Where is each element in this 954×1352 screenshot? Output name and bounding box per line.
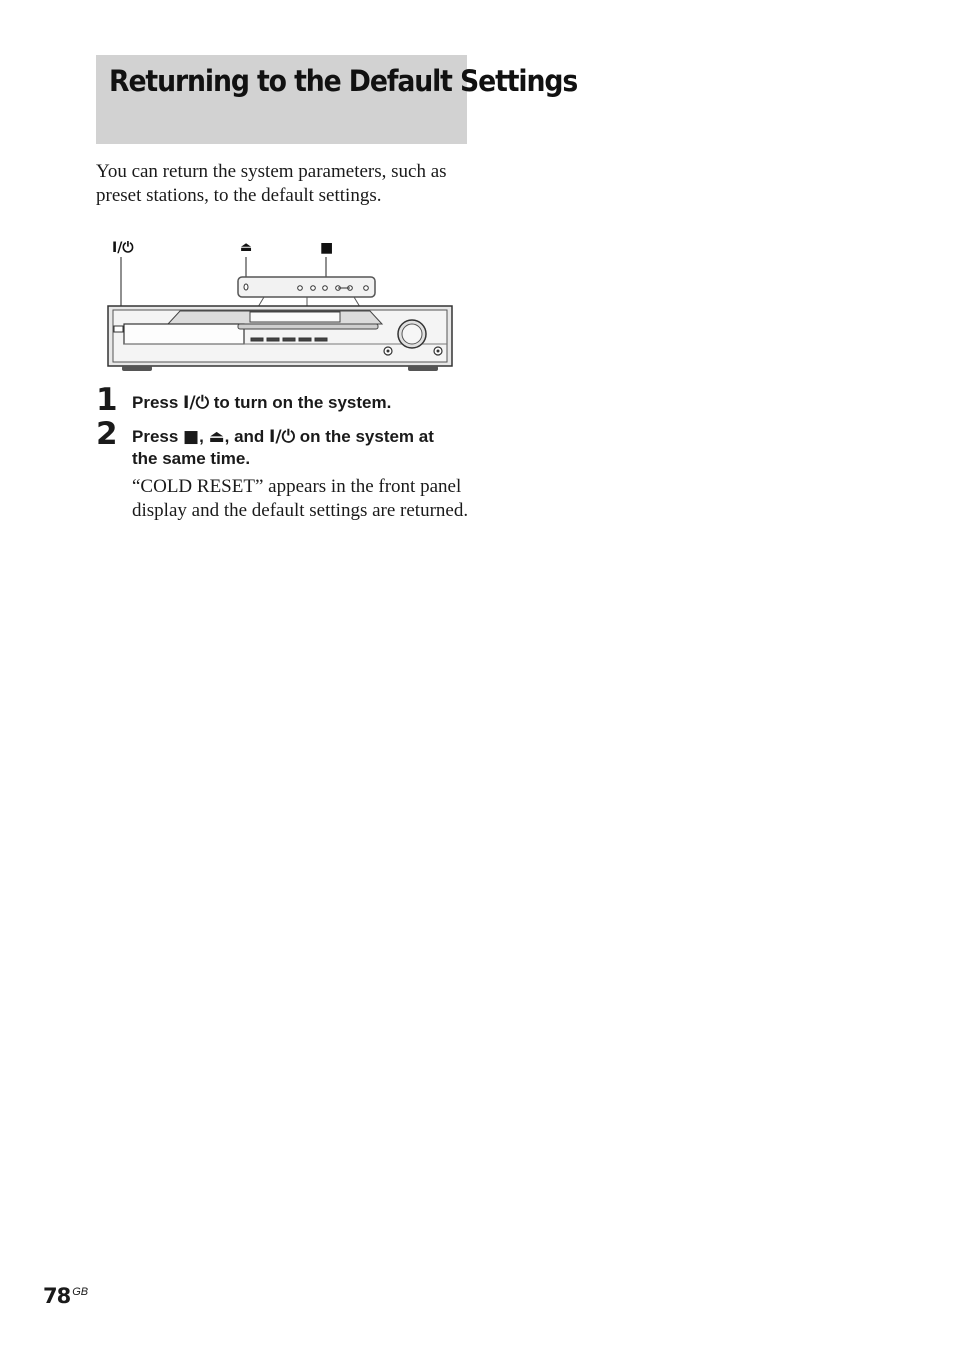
step-2-number: 2 bbox=[96, 416, 117, 452]
stop-button-label: ■ bbox=[320, 240, 334, 256]
power-symbol: I/⏻ bbox=[269, 427, 296, 447]
step-1-instruction: Press I/⏻ to turn on the system. bbox=[132, 393, 392, 413]
page-number: 78 $^{GB}$ bbox=[43, 1284, 89, 1308]
section-title: Returning to the Default Settings bbox=[109, 64, 578, 98]
eject-button-label: ⏏ bbox=[240, 240, 253, 255]
section-heading bbox=[96, 55, 578, 144]
power-button-label: I/⏻ bbox=[112, 240, 134, 256]
stop-symbol: ■ bbox=[183, 427, 200, 447]
power-symbol: I/⏻ bbox=[183, 393, 210, 413]
eject-symbol: ⏏ bbox=[208, 427, 225, 447]
step-2-description: “COLD RESET” appears in the front panel display and the default settings are returned. bbox=[132, 476, 469, 521]
zoomed-button-strip bbox=[238, 277, 375, 297]
receiver-front-panel-illustration bbox=[104, 232, 456, 378]
step-1-number: 1 bbox=[96, 382, 117, 418]
step-2-instruction: Press ■, ⏏, and I/⏻ on the system at the same time. bbox=[132, 427, 434, 468]
page-region-suffix: GB bbox=[72, 1286, 89, 1298]
intro-paragraph: You can return the system parameters, such as preset stations, to the default settings. bbox=[96, 161, 447, 206]
